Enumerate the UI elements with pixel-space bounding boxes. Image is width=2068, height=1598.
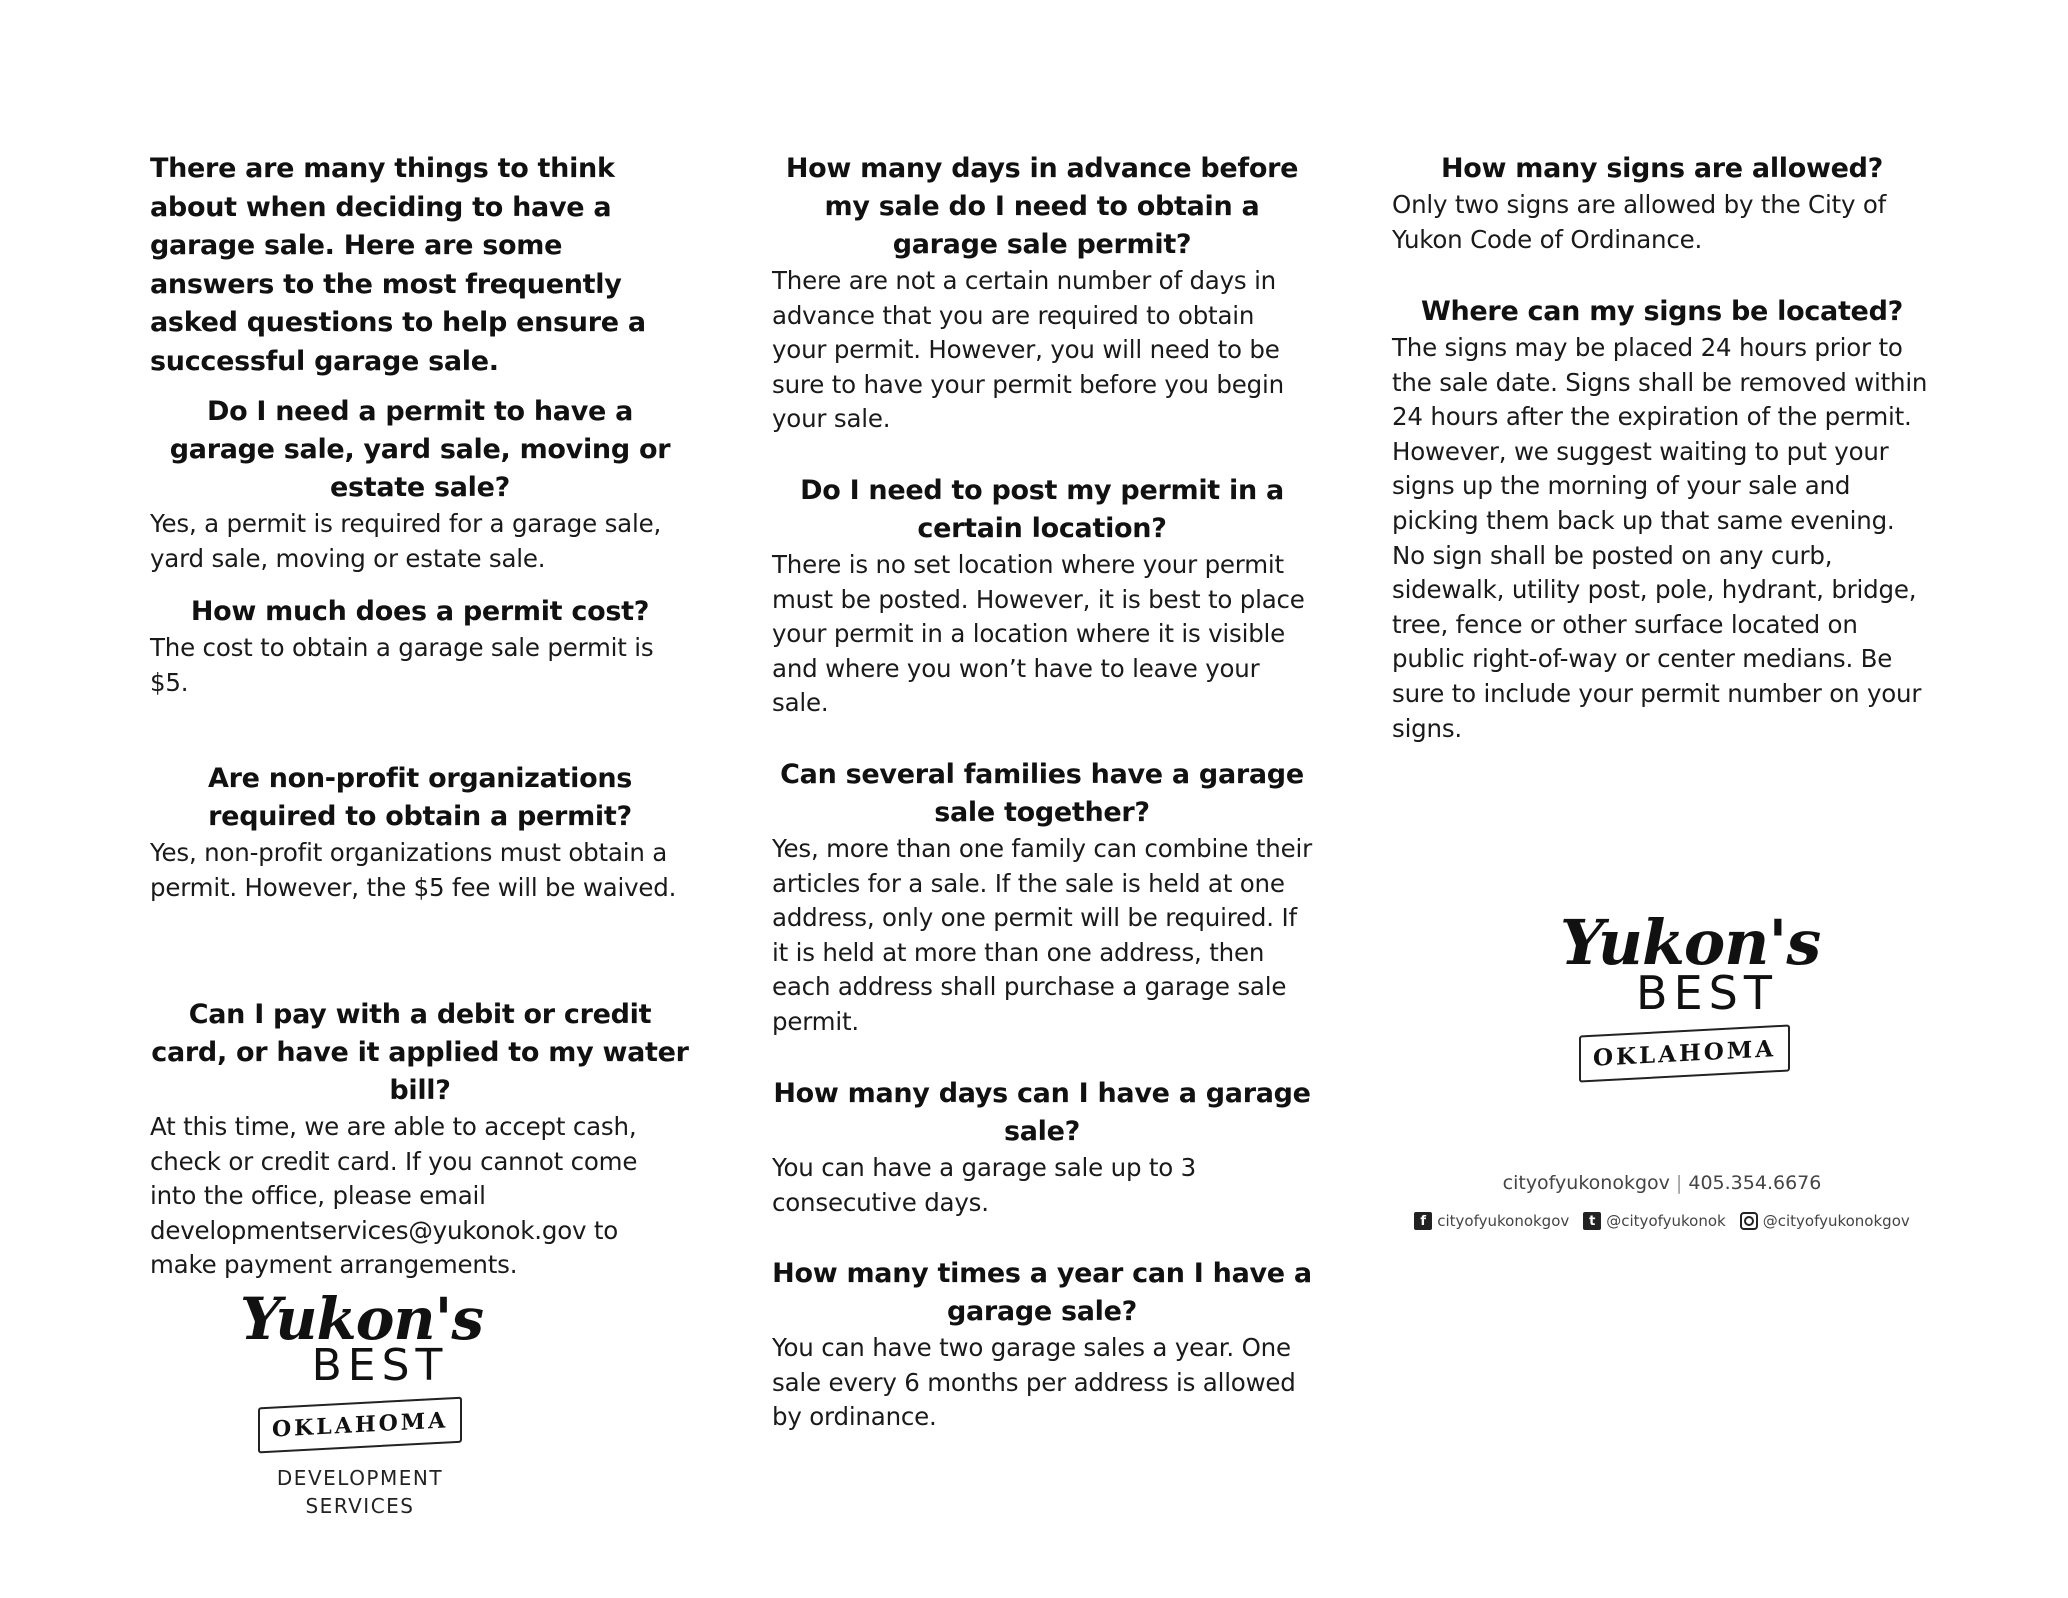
social-twitter	[1583, 1212, 1725, 1230]
faq-answer: Only two signs are allowed by the City of Yukon Code of Ordinance.	[1392, 190, 1887, 254]
contact-line	[1392, 1172, 1932, 1194]
contact-info	[1392, 1172, 1932, 1230]
separator: |	[1675, 1172, 1683, 1194]
faq-question: Do I need a permit to have a garage sale, yard sale, moving or estate sale?	[169, 396, 671, 503]
social-links	[1392, 1212, 1932, 1230]
logo-best-text: BEST	[1636, 966, 1778, 1020]
faq-question: How many signs are allowed?	[1440, 153, 1884, 184]
faq-question: Can several families have a garage sale together?	[780, 759, 1304, 828]
faq-answer: Yes, more than one family can combine their articles for a sale. If the sale is held at one address, only one permit will be required. If it is held at more than one address, then each address shall purchase a garage sale permit.	[772, 834, 1312, 1036]
phone-number: 405.354.6676	[1688, 1172, 1822, 1194]
faq-answer: Yes, non-profit organizations must obtain a permit. However, the $5 fee will be waived.	[150, 838, 677, 902]
faq-answer: You can have a garage sale up to 3 consecutive days.	[772, 1153, 1197, 1217]
intro-text: There are many things to think about when deciding to have a garage sale. Here are some answers to the most frequently asked questions to help ensure a successful garage sale.	[150, 153, 646, 377]
logo-best-text: BEST	[311, 1340, 449, 1391]
faq-signs-allowed	[1392, 150, 1932, 257]
faq-times-per-year	[772, 1255, 1312, 1435]
faq-post-permit	[772, 472, 1312, 721]
social-facebook	[1414, 1212, 1569, 1230]
faq-answer: Yes, a permit is required for a garage sale, yard sale, moving or estate sale.	[150, 509, 662, 573]
faq-question: How many days in advance before my sale do I need to obtain a garage sale permit?	[785, 153, 1299, 260]
twitter-handle: @cityofyukonok	[1606, 1212, 1726, 1230]
faq-question: Can I pay with a debit or credit card, or have it applied to my water bill?	[151, 999, 689, 1106]
logo-script-text: Yukon's	[1560, 906, 1821, 979]
logo-script-text: Yukon's	[240, 1285, 483, 1353]
website-text: cityofyukonokgov	[1502, 1172, 1670, 1194]
faq-answer: At this time, we are able to accept cash, check or credit card. If you cannot come into the office, please email developmentservices@yukonok.gov to make payment arrangements.	[150, 1112, 638, 1280]
faq-sign-location	[1392, 293, 1932, 746]
faq-question: Where can my signs be located?	[1421, 296, 1903, 327]
faq-nonprofit	[150, 760, 690, 905]
facebook-handle: cityofyukonokgov	[1437, 1212, 1570, 1230]
instagram-handle: @cityofyukonokgov	[1762, 1212, 1910, 1230]
instagram-icon	[1740, 1212, 1758, 1230]
faq-answer: There are not a certain number of days in advance that you are required to obtain your permit. However, you will need to be sure to have your permit before you begin your sale.	[772, 266, 1284, 434]
faq-answer: The signs may be placed 24 hours prior to the sale date. Signs shall be removed within 24 hours after the expiration of the permit. However, we suggest waiting to put your signs up the morning of your sale and picking them back up that same evening. No sign shall be posted on any curb, sidewalk, utility post, pole, hydrant, bridge, tree, fence or other surface located on public right-of-way or center medians. Be sure to include your permit number on your signs.	[1392, 333, 1928, 743]
facebook-icon: f	[1414, 1212, 1432, 1230]
logo-sub-line2: SERVICES	[305, 1494, 415, 1518]
faq-permit-required	[150, 393, 690, 576]
intro-block	[150, 150, 690, 381]
faq-question: Are non-profit organizations required to obtain a permit?	[207, 763, 633, 832]
faq-answer: There is no set location where your permit must be posted. However, it is best to place your permit in a location where it is visible and where you won’t have to leave your sale.	[772, 550, 1305, 718]
faq-permit-cost	[150, 593, 690, 700]
faq-answer: The cost to obtain a garage sale permit is $5.	[150, 633, 654, 697]
faq-answer: You can have two garage sales a year. One sale every 6 months per address is allowed by ordinance.	[772, 1333, 1296, 1432]
yukons-best-logo	[1560, 906, 1821, 1077]
faq-question: How many times a year can I have a garage sale?	[772, 1258, 1312, 1327]
faq-question: How much does a permit cost?	[190, 596, 650, 627]
faq-question: Do I need to post my permit in a certain location?	[800, 475, 1284, 544]
logo-banner: OKLAHOMA	[258, 1397, 462, 1454]
faq-question: How many days can I have a garage sale?	[773, 1078, 1311, 1147]
faq-advance-days	[772, 150, 1312, 437]
twitter-icon: t	[1583, 1212, 1601, 1230]
development-services-logo	[240, 1285, 483, 1518]
faq-payment	[150, 996, 690, 1283]
faq-how-many-days	[772, 1075, 1312, 1220]
logo-sub-line1: DEVELOPMENT	[276, 1466, 444, 1490]
faq-several-families	[772, 756, 1312, 1040]
social-instagram	[1740, 1212, 1910, 1230]
logo-banner: OKLAHOMA	[1579, 1024, 1790, 1082]
